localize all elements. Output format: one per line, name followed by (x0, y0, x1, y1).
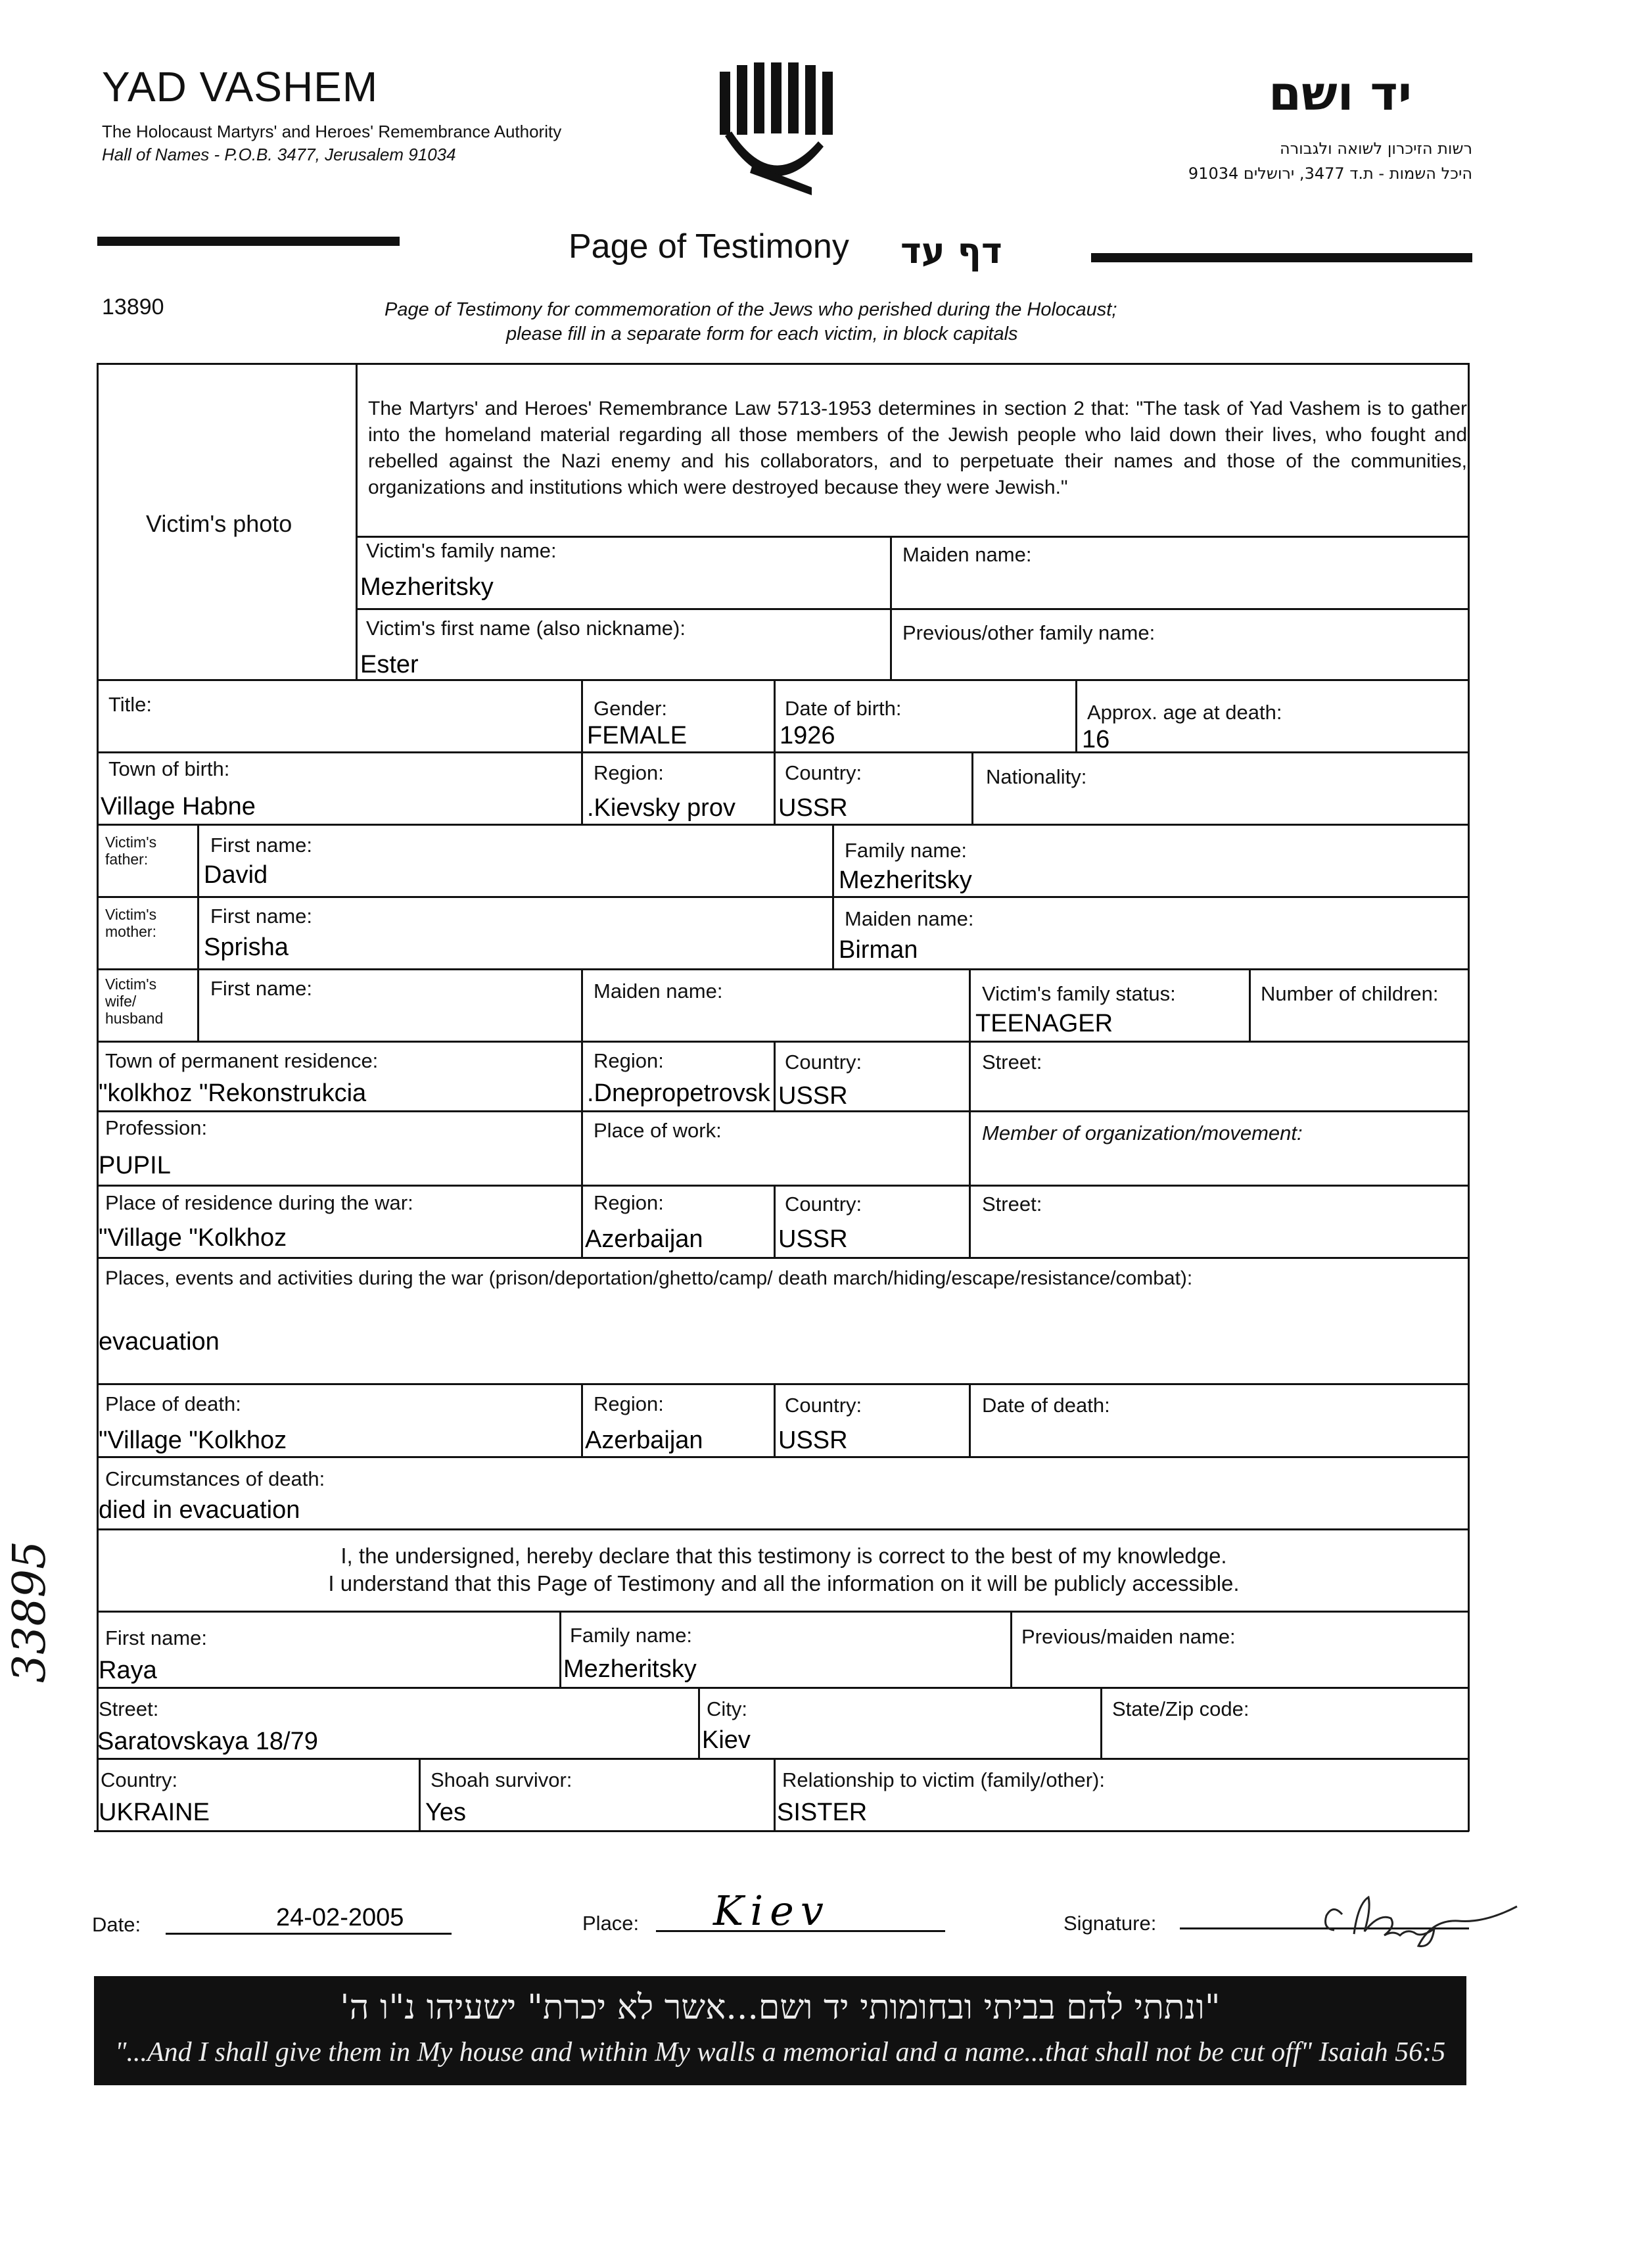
signature-label: Signature: (1063, 1912, 1157, 1935)
place-of-work-label: Place of work: (594, 1119, 722, 1142)
title-label: Title: (108, 693, 152, 716)
law-text: The Martyrs' and Heroes' Remembrance Law 5713-1953 determines in section 2 that: "The task of Yad Vashem is to gather into the homeland material regarding all those members of the Jewish people who laid down their lives, who fought and rebelled against the Nazi enemy and his collaborators, and to perpetuate their names and those of the communities, organizations and institutions which were destroyed because they were Jewish." (368, 398, 1467, 498)
submitter-city-field[interactable]: Kiev (702, 1726, 751, 1754)
death-country-field[interactable]: USSR (778, 1427, 848, 1454)
town-of-birth-field[interactable]: Village Habne (101, 793, 256, 820)
submitter-family-name-label: Family name: (570, 1624, 693, 1647)
age-at-death-label: Approx. age at death: (1087, 701, 1282, 724)
victim-first-name-field[interactable]: Ester (360, 651, 419, 678)
age-at-death-field[interactable]: 16 (1082, 726, 1110, 753)
org-address: Hall of Names - P.O.B. 3477, Jerusalem 91034 (102, 145, 456, 164)
org-address-hebrew: היכל השמות - ת.ד 3477, ירושלים 91034 (1188, 164, 1472, 183)
mother-first-name-field[interactable]: Sprisha (204, 933, 289, 961)
nationality-label: Nationality: (986, 765, 1087, 788)
date-of-birth-field[interactable]: 1926 (780, 722, 835, 749)
org-name-hebrew: יד ושם (1269, 66, 1412, 121)
submitter-country-label: Country: (101, 1768, 178, 1791)
war-country-field[interactable]: USSR (778, 1225, 848, 1253)
father-family-name-label: Family name: (845, 839, 968, 862)
org-subtitle: The Holocaust Martyrs' and Heroes' Remembrance Authority (102, 122, 562, 141)
place-field[interactable]: Kiev (713, 1887, 830, 1935)
org-name: YAD VASHEM (102, 63, 379, 110)
previous-family-name-label: Previous/other family name: (902, 621, 1155, 644)
date-label: Date: (92, 1913, 141, 1936)
date-field[interactable]: 24-02-2005 (276, 1904, 404, 1931)
place-of-death-field[interactable]: "Village "Kolkhoz (99, 1427, 287, 1454)
submitter-first-name-label: First name: (105, 1626, 208, 1649)
handwritten-signature[interactable] (1308, 1884, 1558, 1953)
menorah-logo-icon (713, 62, 838, 197)
father-section-label: Victim's father: (105, 834, 157, 868)
shoah-survivor-field[interactable]: Yes (425, 1799, 466, 1826)
spouse-first-name-label: First name: (210, 977, 313, 1000)
org-subtitle-hebrew: רשות הזיכרון לשואה ולגבורה (1279, 139, 1472, 158)
submitter-first-name-field[interactable]: Raya (99, 1657, 157, 1684)
father-first-name-field[interactable]: David (204, 861, 268, 889)
header-rule-left (97, 237, 400, 246)
spouse-maiden-name-label: Maiden name: (594, 980, 723, 1003)
instructions-line-2: please fill in a separate form for each victim, in block capitals (506, 323, 1018, 344)
footer-quote-hebrew: "ונתתי להם בביתי ובחומותי יד ושם...אשר לא יכרת" ישעיהו נ"ו ה' (340, 1988, 1221, 2027)
footer-quote-english: "...And I shall give them in My house and within My walls a memorial and a name...that shall not be cut off" Isaiah 56:5 (114, 2037, 1446, 2067)
form-number: 13890 (102, 295, 164, 319)
war-residence-field[interactable]: "Village "Kolkhoz (99, 1224, 287, 1252)
footer-quote-band (94, 1976, 1466, 2085)
mother-section-label: Victim's mother: (105, 906, 157, 940)
birth-country-label: Country: (785, 761, 862, 784)
submitter-country-field[interactable]: UKRAINE (99, 1799, 210, 1826)
war-events-label: Places, events and activities during the war (prison/deportation/ghetto/camp/ death march/hiding/escape/resistance/combat): (105, 1267, 1193, 1289)
submitter-city-label: City: (707, 1697, 747, 1720)
residence-region-label: Region: (594, 1049, 664, 1072)
circumstances-of-death-label: Circumstances of death: (105, 1467, 325, 1490)
spouse-section-label: Victim's wife/ husband (105, 976, 164, 1027)
war-street-label: Street: (982, 1193, 1042, 1216)
date-of-birth-label: Date of birth: (785, 697, 902, 720)
residence-country-label: Country: (785, 1051, 862, 1074)
gender-field[interactable]: FEMALE (587, 722, 688, 749)
victim-family-name-label: Victim's family name: (366, 539, 557, 562)
profession-field[interactable]: PUPIL (99, 1152, 171, 1179)
residence-street-label: Street: (982, 1051, 1042, 1074)
mother-maiden-name-label: Maiden name: (845, 907, 974, 930)
war-region-label: Region: (594, 1191, 664, 1214)
submitter-previous-name-label: Previous/maiden name: (1021, 1625, 1236, 1648)
date-of-death-label: Date of death: (982, 1394, 1110, 1417)
header-rule-right (1091, 253, 1472, 262)
residence-region-field[interactable]: .Dnepropetrovsk (587, 1079, 770, 1107)
relationship-label: Relationship to victim (family/other): (782, 1768, 1105, 1791)
residence-country-field[interactable]: USSR (778, 1082, 848, 1110)
submitter-street-label: Street: (99, 1697, 159, 1720)
profession-label: Profession: (105, 1116, 208, 1139)
birth-region-label: Region: (594, 761, 664, 784)
war-region-field[interactable]: Azerbaijan (585, 1225, 703, 1253)
submitter-family-name-field[interactable]: Mezheritsky (563, 1655, 697, 1683)
gender-label: Gender: (594, 697, 668, 720)
war-residence-label: Place of residence during the war: (105, 1191, 413, 1214)
victim-family-name-field[interactable]: Mezheritsky (360, 573, 494, 601)
family-status-field[interactable]: TEENAGER (975, 1010, 1113, 1037)
submitter-state-zip-label: State/Zip code: (1112, 1697, 1249, 1720)
shoah-survivor-label: Shoah survivor: (431, 1768, 572, 1791)
victim-photo-label: Victim's photo (146, 510, 292, 537)
declaration-line-1: I, the undersigned, hereby declare that this testimony is correct to the best of my knowledge. (340, 1544, 1227, 1568)
relationship-field[interactable]: SISTER (777, 1799, 868, 1826)
organization-membership-label: Member of organization/movement: (982, 1122, 1303, 1145)
war-country-label: Country: (785, 1193, 862, 1216)
death-region-label: Region: (594, 1392, 664, 1415)
father-first-name-label: First name: (210, 834, 313, 857)
family-status-label: Victim's family status: (982, 982, 1176, 1005)
page-title: Page of Testimony (569, 227, 849, 266)
place-label: Place: (582, 1912, 640, 1935)
mother-maiden-name-field[interactable]: Birman (839, 936, 918, 964)
submitter-street-field[interactable]: Saratovskaya 18/79 (97, 1728, 318, 1755)
page-title-hebrew: דף עד (900, 230, 1002, 272)
war-events-field[interactable]: evacuation (99, 1328, 220, 1356)
declaration-line-2: I understand that this Page of Testimony and all the information on it will be publicly accessible. (328, 1571, 1240, 1595)
number-of-children-label: Number of children: (1261, 982, 1439, 1005)
mother-first-name-label: First name: (210, 905, 313, 928)
maiden-name-label: Maiden name: (902, 543, 1032, 566)
birth-country-field[interactable]: USSR (778, 794, 848, 822)
place-of-death-label: Place of death: (105, 1392, 241, 1415)
father-family-name-field[interactable]: Mezheritsky (839, 866, 972, 894)
town-of-birth-label: Town of birth: (108, 757, 230, 780)
permanent-residence-field[interactable]: "kolkhoz "Rekonstrukcia (99, 1079, 367, 1107)
death-country-label: Country: (785, 1394, 862, 1417)
birth-region-field[interactable]: .Kievsky prov (587, 794, 735, 822)
instructions-line-1: Page of Testimony for commemoration of the Jews who perished during the Holocaust; (385, 299, 1117, 320)
death-region-field[interactable]: Azerbaijan (585, 1427, 703, 1454)
victim-first-name-label: Victim's first name (also nickname): (366, 617, 686, 640)
permanent-residence-label: Town of permanent residence: (105, 1049, 379, 1072)
circumstances-of-death-field[interactable]: died in evacuation (99, 1496, 300, 1524)
margin-reference-number: 33895 (4, 1540, 56, 1683)
